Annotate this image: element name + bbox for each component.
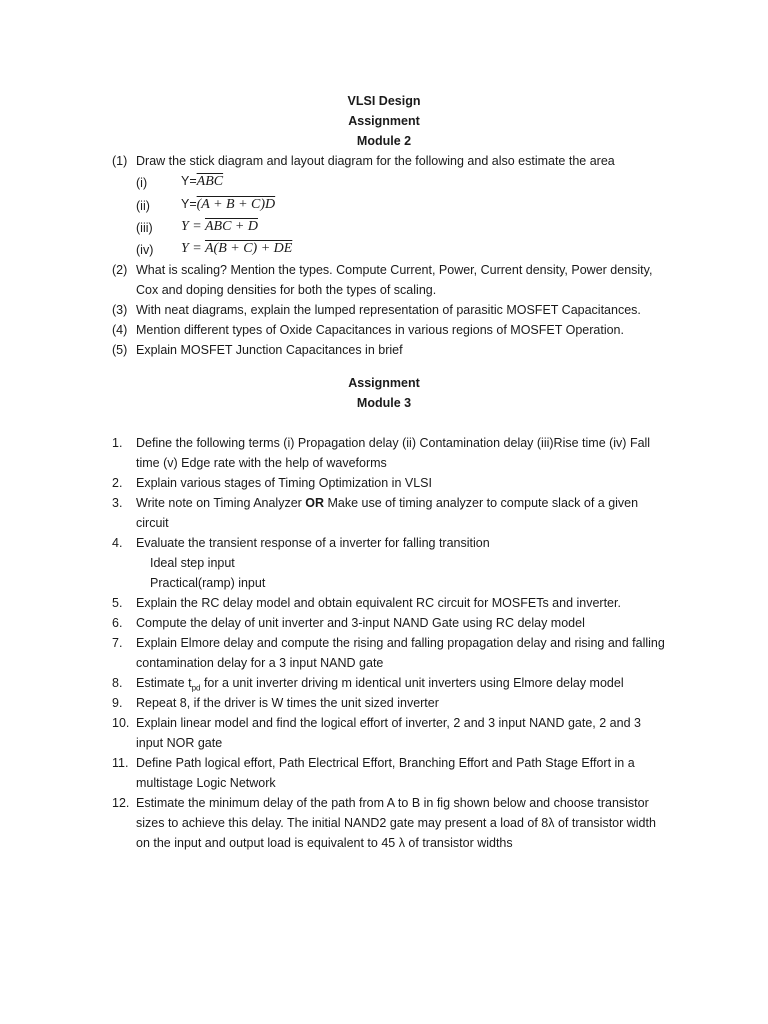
item-number: 11. — [112, 756, 129, 770]
expression: $Y=\overline{ABC}$ — [181, 174, 224, 189]
item-text: on the input and output load is equivalent to 45 λ of transistor widths — [136, 836, 513, 850]
question-number: (4) — [112, 323, 128, 337]
question-text: What is scaling? Mention the types. Compute Current, Power, Current density, Power density, — [136, 263, 653, 277]
item-text: input NOR gate — [136, 736, 223, 750]
item-text: time (v) Edge rate with the help of waveforms — [136, 456, 387, 470]
question-number: (2) — [112, 263, 128, 277]
item-text: Define the following terms (i) Propagation delay (ii) Contamination delay (iii)Rise time (iv) Fall — [136, 436, 651, 450]
sub-label: (iv) — [136, 243, 154, 257]
question-text: With neat diagrams, explain the lumped representation of parasitic MOSFET Capacitances. — [136, 303, 641, 317]
item-number: 7. — [112, 636, 123, 650]
item-text: Repeat 8, if the driver is W times the unit sized inverter — [136, 696, 439, 710]
expression: Y=(A + B + C)D — [181, 197, 276, 212]
item-number: 4. — [112, 536, 123, 550]
item-number: 5. — [112, 596, 123, 610]
item-number: 3. — [112, 496, 123, 510]
item-subtext: Practical(ramp) input — [150, 576, 266, 590]
question-text: Draw the stick diagram and layout diagram for the following and also estimate the area — [136, 154, 615, 168]
expression: Y = ABC + D — [181, 219, 258, 234]
item-number: 6. — [112, 616, 123, 630]
sub-label: (i) — [136, 176, 148, 190]
item-text: Estimate the minimum delay of the path from A to B in fig shown below and choose transistor — [136, 796, 649, 810]
item-text: Define Path logical effort, Path Electrical Effort, Branching Effort and Path Stage Effort in a — [136, 756, 635, 770]
item-number: 1. — [112, 436, 123, 450]
assignment-title: Assignment — [348, 376, 420, 390]
item-text: Estimate $t_{pd}$ for a unit inverter driving m identical unit inverters using Elmore delay model — [136, 676, 624, 693]
item-text: sizes to achieve this delay. The initial NAND2 gate may present a load of 8λ of transistor width — [136, 816, 656, 830]
item-number: 9. — [112, 696, 123, 710]
question-number: (5) — [112, 343, 128, 357]
question-number: (3) — [112, 303, 128, 317]
item-number: 12. — [112, 796, 130, 810]
item-text: Write note on Timing Analyzer OR Make use of timing analyzer to compute slack of a given — [136, 496, 639, 510]
course-title: VLSI Design — [347, 94, 421, 108]
item-text: circuit — [136, 516, 169, 530]
item-text: Explain Elmore delay and compute the rising and falling propagation delay and rising and falling — [136, 636, 665, 650]
module-title: Module 3 — [356, 396, 412, 410]
question-text: Explain MOSFET Junction Capacitances in brief — [136, 343, 403, 357]
item-text: Explain linear model and find the logical effort of inverter, 2 and 3 input NAND gate, 2 and 3 — [136, 716, 641, 730]
item-number: 2. — [112, 476, 123, 490]
question-number: (1) — [112, 154, 128, 168]
sub-label: (iii) — [136, 221, 153, 235]
item-text: Evaluate the transient response of a inverter for falling transition — [136, 536, 490, 550]
item-text: contamination delay for a 3 input NAND gate — [136, 656, 384, 670]
question-text: Mention different types of Oxide Capacitances in various regions of MOSFET Operation. — [136, 323, 624, 337]
expression: Y = A(B + C) + DE — [181, 241, 293, 256]
sub-label: (ii) — [136, 199, 150, 213]
item-text: Explain various stages of Timing Optimization in VLSI — [136, 476, 432, 490]
assignment-title: Assignment — [348, 114, 420, 128]
item-number: 8. — [112, 676, 123, 690]
item-number: 10. — [112, 716, 130, 730]
item-text: multistage Logic Network — [136, 776, 276, 790]
item-text: Compute the delay of unit inverter and 3-input NAND Gate using RC delay model — [136, 616, 585, 630]
question-text: Cox and doping densities for both the types of scaling. — [136, 283, 437, 297]
item-text: Explain the RC delay model and obtain equivalent RC circuit for MOSFETs and inverter. — [136, 596, 621, 610]
module-title: Module 2 — [356, 134, 412, 148]
item-subtext: Ideal step input — [150, 556, 235, 570]
